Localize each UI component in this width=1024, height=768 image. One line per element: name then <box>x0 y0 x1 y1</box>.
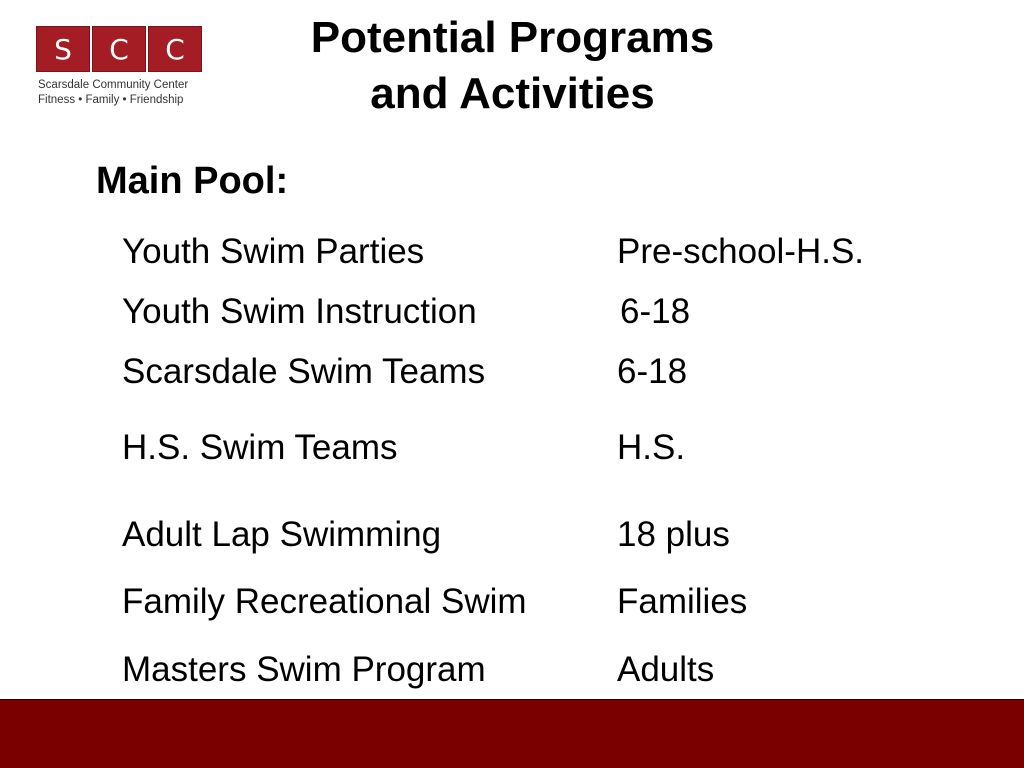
program-ages: Adults <box>617 650 715 689</box>
program-name: Family Recreational Swim <box>122 582 527 621</box>
program-name: H.S. Swim Teams <box>122 428 398 467</box>
program-name: Adult Lap Swimming <box>122 515 442 554</box>
footer-band <box>0 699 1024 768</box>
program-ages: Families <box>617 582 748 621</box>
slide-title <box>230 10 795 122</box>
program-name: Scarsdale Swim Teams <box>122 352 486 391</box>
program-row <box>0 348 1024 396</box>
slide-title-line-1: Potential Programs <box>310 13 715 62</box>
program-row <box>0 424 1024 472</box>
program-name: Masters Swim Program <box>122 650 486 689</box>
program-row <box>0 228 1024 276</box>
logo-tagline: Fitness • Family • Friendship <box>38 94 184 106</box>
program-ages: Pre-school-H.S. <box>617 232 865 271</box>
section-heading: Main Pool: <box>96 160 289 202</box>
logo-letter-c1: C <box>92 26 146 72</box>
program-row <box>0 511 1024 559</box>
program-name: Youth Swim Parties <box>122 232 425 271</box>
logo-organization-name: Scarsdale Community Center <box>38 79 189 91</box>
logo-letter-c2: C <box>148 26 202 72</box>
program-name: Youth Swim Instruction <box>122 292 477 331</box>
program-row <box>0 646 1024 694</box>
program-row <box>0 288 1024 336</box>
scc-logo <box>36 26 208 110</box>
program-row <box>0 578 1024 626</box>
slide-title-line-2: and Activities <box>370 69 655 118</box>
program-ages: H.S. <box>617 428 686 467</box>
program-ages: 6-18 <box>617 352 688 391</box>
program-ages: 6-18 <box>620 292 691 331</box>
program-ages: 18 plus <box>617 515 730 554</box>
logo-letters <box>36 26 202 72</box>
logo-letter-s: S <box>36 26 90 72</box>
